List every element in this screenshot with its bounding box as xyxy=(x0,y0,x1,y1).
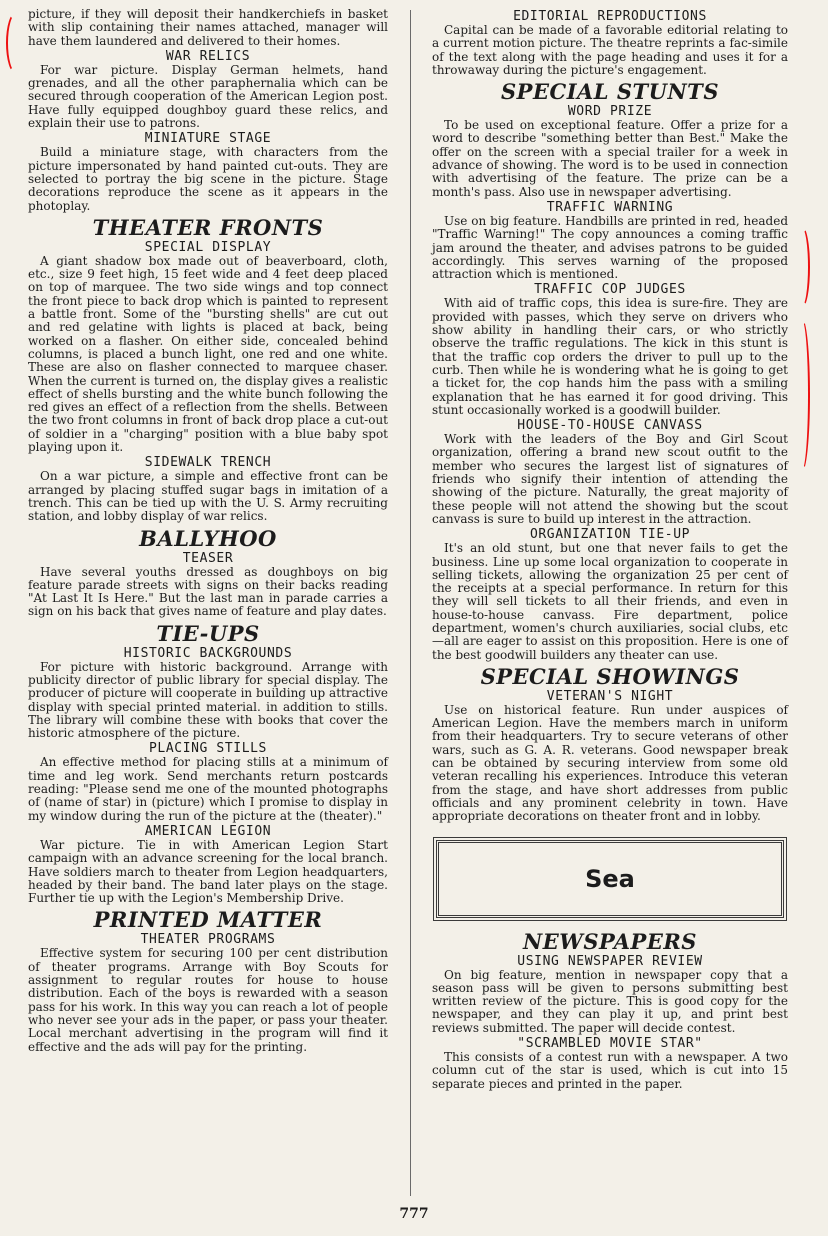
article-paragraph: Have several youths dressed as doughboys on big feature parade streets with signs on their backs reading "At Last It Is Here." But the last man in parade carries a sign on his back that gives name of feature and play dates. xyxy=(28,564,388,619)
boxed-heading-text: Sea xyxy=(585,864,635,893)
subheading-traffic-cop-judges: TRAFFIC COP JUDGES xyxy=(534,282,686,298)
column-divider xyxy=(410,10,411,1196)
section-heading-newspapers: NEWSPAPERS xyxy=(523,928,697,954)
subheading-historic-backgrounds: HISTORIC BACKGROUNDS xyxy=(123,645,293,661)
boxed-section-heading xyxy=(436,840,784,918)
article-paragraph: With aid of traffic cops, this idea is sure-fire. They are provided with passes, which they serve on drivers who show ability in handling their cars, or who strictly observe the traffic regulations. The kick in this stunt is that the traffic cop orders the driver to pull up to the curb. Then while he is wondering what he is going to get a ticket for, the cop hands him the pass with a smiling explanation that he has earned it for good driving. This stunt occasionally worked is a goodwill builder. xyxy=(432,296,788,417)
section-heading-printed-matter: PRINTED MATTER xyxy=(93,907,323,933)
article-paragraph: Use on big feature. Handbills are printed in red, headed "Traffic Warning!" The copy announces a coming traffic jam around the theater, and advises patrons to be guided accordingly. This serves warning of the proposed attraction which is mentioned. xyxy=(432,213,788,282)
article-paragraph: An effective method for placing stills at a minimum of time and leg work. Send merchants return postcards reading: "Please send me one of the mounted photographs of (name of star) in (picture) which I promise to display in my window during the run of the picture at the (theater)." xyxy=(28,755,388,823)
article-paragraph: On big feature, mention in newspaper copy that a season pass will be given to persons submitting best written review of the picture. This is good copy for the newspaper, and they can play it up, and print best reviews submitted. The paper will decide contest. xyxy=(432,967,788,1035)
section-heading-theater-fronts: THEATER FRONTS xyxy=(92,214,324,240)
article-paragraph: It's an old stunt, but one that never fails to get the business. Line up some local organization to cooperate in selling tickets, allowing the organization 25 per cent of the receipts at a special performance. In return for this they will sell tickets to all their friends, and even in house-to-house canvass. Fire department, police department, women's church auxiliaries, social clubs, etc—all are eager to assist on this proposition. Here is one of the best goodwill builders any theater can use. xyxy=(432,541,788,662)
article-paragraph: Work with the leaders of the Boy and Girl Scout organization, offering a brand new scout outfit to the member who secures the largest list of signatures of friends who signify their intention of attending the showing of the picture. Naturally, the great majority of these people will not attend the showing but the scout canvass is sure to build up interest in the attraction. xyxy=(432,432,788,526)
article-paragraph: For picture with historic background. Arrange with publicity director of public library for special display. The producer of picture will cooperate in building up attractive display with special printed material. in addition to stills. The library will combine these with books that cover the historic atmosphere of the picture. xyxy=(28,659,388,741)
subheading-theater-programs: THEATER PROGRAMS xyxy=(140,932,276,948)
red-margin-mark-left xyxy=(6,12,26,74)
red-margin-mark-traffic-warning xyxy=(794,226,810,308)
subheading-war-relics: WAR RELICS xyxy=(165,48,251,64)
article-paragraph: For war picture. Display German helmets, hand grenades, and all the other paraphernalia which can be secured through cooperation of the American Legion post. Have fully equipped doughboy guard these relics, and explain their use to patrons. xyxy=(28,62,388,131)
subheading-sidewalk-trench: SIDEWALK TRENCH xyxy=(144,455,272,471)
subheading-house-to-house-canvass: HOUSE-TO-HOUSE CANVASS xyxy=(517,418,703,434)
article-paragraph: Use on historical feature. Run under auspices of American Legion. Have the members march in uniform from their headquarters. Try to secure veterans of other wars, such as G. A. R. veterans. Good newspaper break can be obtained by securing interview from some old veteran recalling his experiences. Introduce this veteran from the stage, and have short addresses from public officials and any prominent celebrity in town. Have appropriate decorations on theater front and in lobby. xyxy=(432,702,788,824)
section-heading-special-stunts: SPECIAL STUNTS xyxy=(501,79,719,105)
article-paragraph: On a war picture, a simple and effective front can be arranged by placing stuffed sugar bags in imitation of a trench. This can be tied up with the U. S. Army recruiting station, and lobby display of war relics. xyxy=(28,469,388,524)
article-paragraph: picture, if they will deposit their handkerchiefs in basket with slip containing their names attached, manager will have them laundered and delivered to their homes. xyxy=(28,7,388,48)
section-heading-tie-ups: TIE-UPS xyxy=(156,620,260,646)
article-paragraph: Capital can be made of a favorable editorial relating to a current motion picture. The theatre reprints a fac-simile of the text along with the page heading and uses it for a throwaway during the picture's engagement. xyxy=(432,23,788,77)
article-paragraph: War picture. Tie in with American Legion Start campaign with an advance screening for the local branch. Have soldiers march to theater from Legion headquarters, headed by their band. The band later plays on the stage. Further tie up with the Legion's Membership Drive. xyxy=(28,837,388,906)
subheading-traffic-warning: TRAFFIC WARNING xyxy=(546,199,674,215)
article-paragraph: Build a miniature stage, with characters from the picture impersonated by hand painted cut-outs. They are selected to portray the big scene in the picture. Stage decorations reproduce the scene as it appears in the photoplay. xyxy=(28,145,388,213)
subheading-teaser: TEASER xyxy=(182,550,234,566)
subheading-editorial-reproductions: EDITORIAL REPRODUCTIONS xyxy=(513,9,707,24)
right-column xyxy=(432,8,788,1092)
subheading-american-legion: AMERICAN LEGION xyxy=(144,823,272,839)
article-paragraph: A giant shadow box made out of beaverboard, cloth, etc., size 9 feet high, 15 feet wide and 4 feet deep placed on top of marquee. The two side wings and top connect the front piece to back drop which is painted to represent a battle front. Some of the "bursting shells" are cut out and red gelatine with lights is placed at back, being worked on a flasher. On either side, concealed behind columns, is placed a bunch light, one red and one white. These are also on flasher connected to marquee chaser. When the current is turned on, the display gives a realistic effect of shells bursting and the white bunch following the red gives an effect of a reflection from the shells. Between the two front columns in front of back drop place a cut-out of soldier in a "charging" position with a blue baby spot playing upon it. xyxy=(28,253,388,455)
subheading-organization-tie-up: ORGANIZATION TIE-UP xyxy=(529,527,691,543)
article-paragraph: Effective system for securing 100 per cent distribution of theater programs. Arrange with Boy Scouts for assignment to regular routes for house to house distribution. Each of the boys is rewarded with a season pass for his work. In this way you can reach a lot of people who never see your ads in the paper, or pass your theater. Local merchant advertising in the program will find it effective and the ads will pay for the printing. xyxy=(28,946,388,1054)
subheading-word-prize: WORD PRIZE xyxy=(567,104,653,120)
subheading-miniature-stage: MINIATURE STAGE xyxy=(144,131,272,147)
subheading-placing-stills: PLACING STILLS xyxy=(149,741,267,757)
article-paragraph: To be used on exceptional feature. Offer a prize for a word to describe "something better than Best." Make the offer on the screen with a special trailer for a week in advance of showing. The word is to be used in connection with advertising of the feature. The prize can be a month's pass. Also use in newspaper advertising. xyxy=(432,118,788,199)
page-number: 777 xyxy=(399,1206,429,1222)
subheading-using-newspaper-review: USING NEWSPAPER REVIEW xyxy=(517,953,703,969)
subheading-scrambled-movie-star: "SCRAMBLED MOVIE STAR" xyxy=(517,1036,703,1052)
section-heading-special-showings: SPECIAL SHOWINGS xyxy=(480,663,740,689)
red-margin-mark-traffic-cop xyxy=(794,318,810,472)
left-column xyxy=(28,8,388,1055)
subheading-veteran-s-night: VETERAN'S NIGHT xyxy=(546,688,674,704)
section-heading-ballyhoo: BALLYHOO xyxy=(139,525,277,551)
subheading-special-display: SPECIAL DISPLAY xyxy=(144,239,272,255)
article-paragraph: This consists of a contest run with a newspaper. A two column cut of the star is used, which is cut into 15 separate pieces and printed in the paper. xyxy=(432,1050,788,1091)
